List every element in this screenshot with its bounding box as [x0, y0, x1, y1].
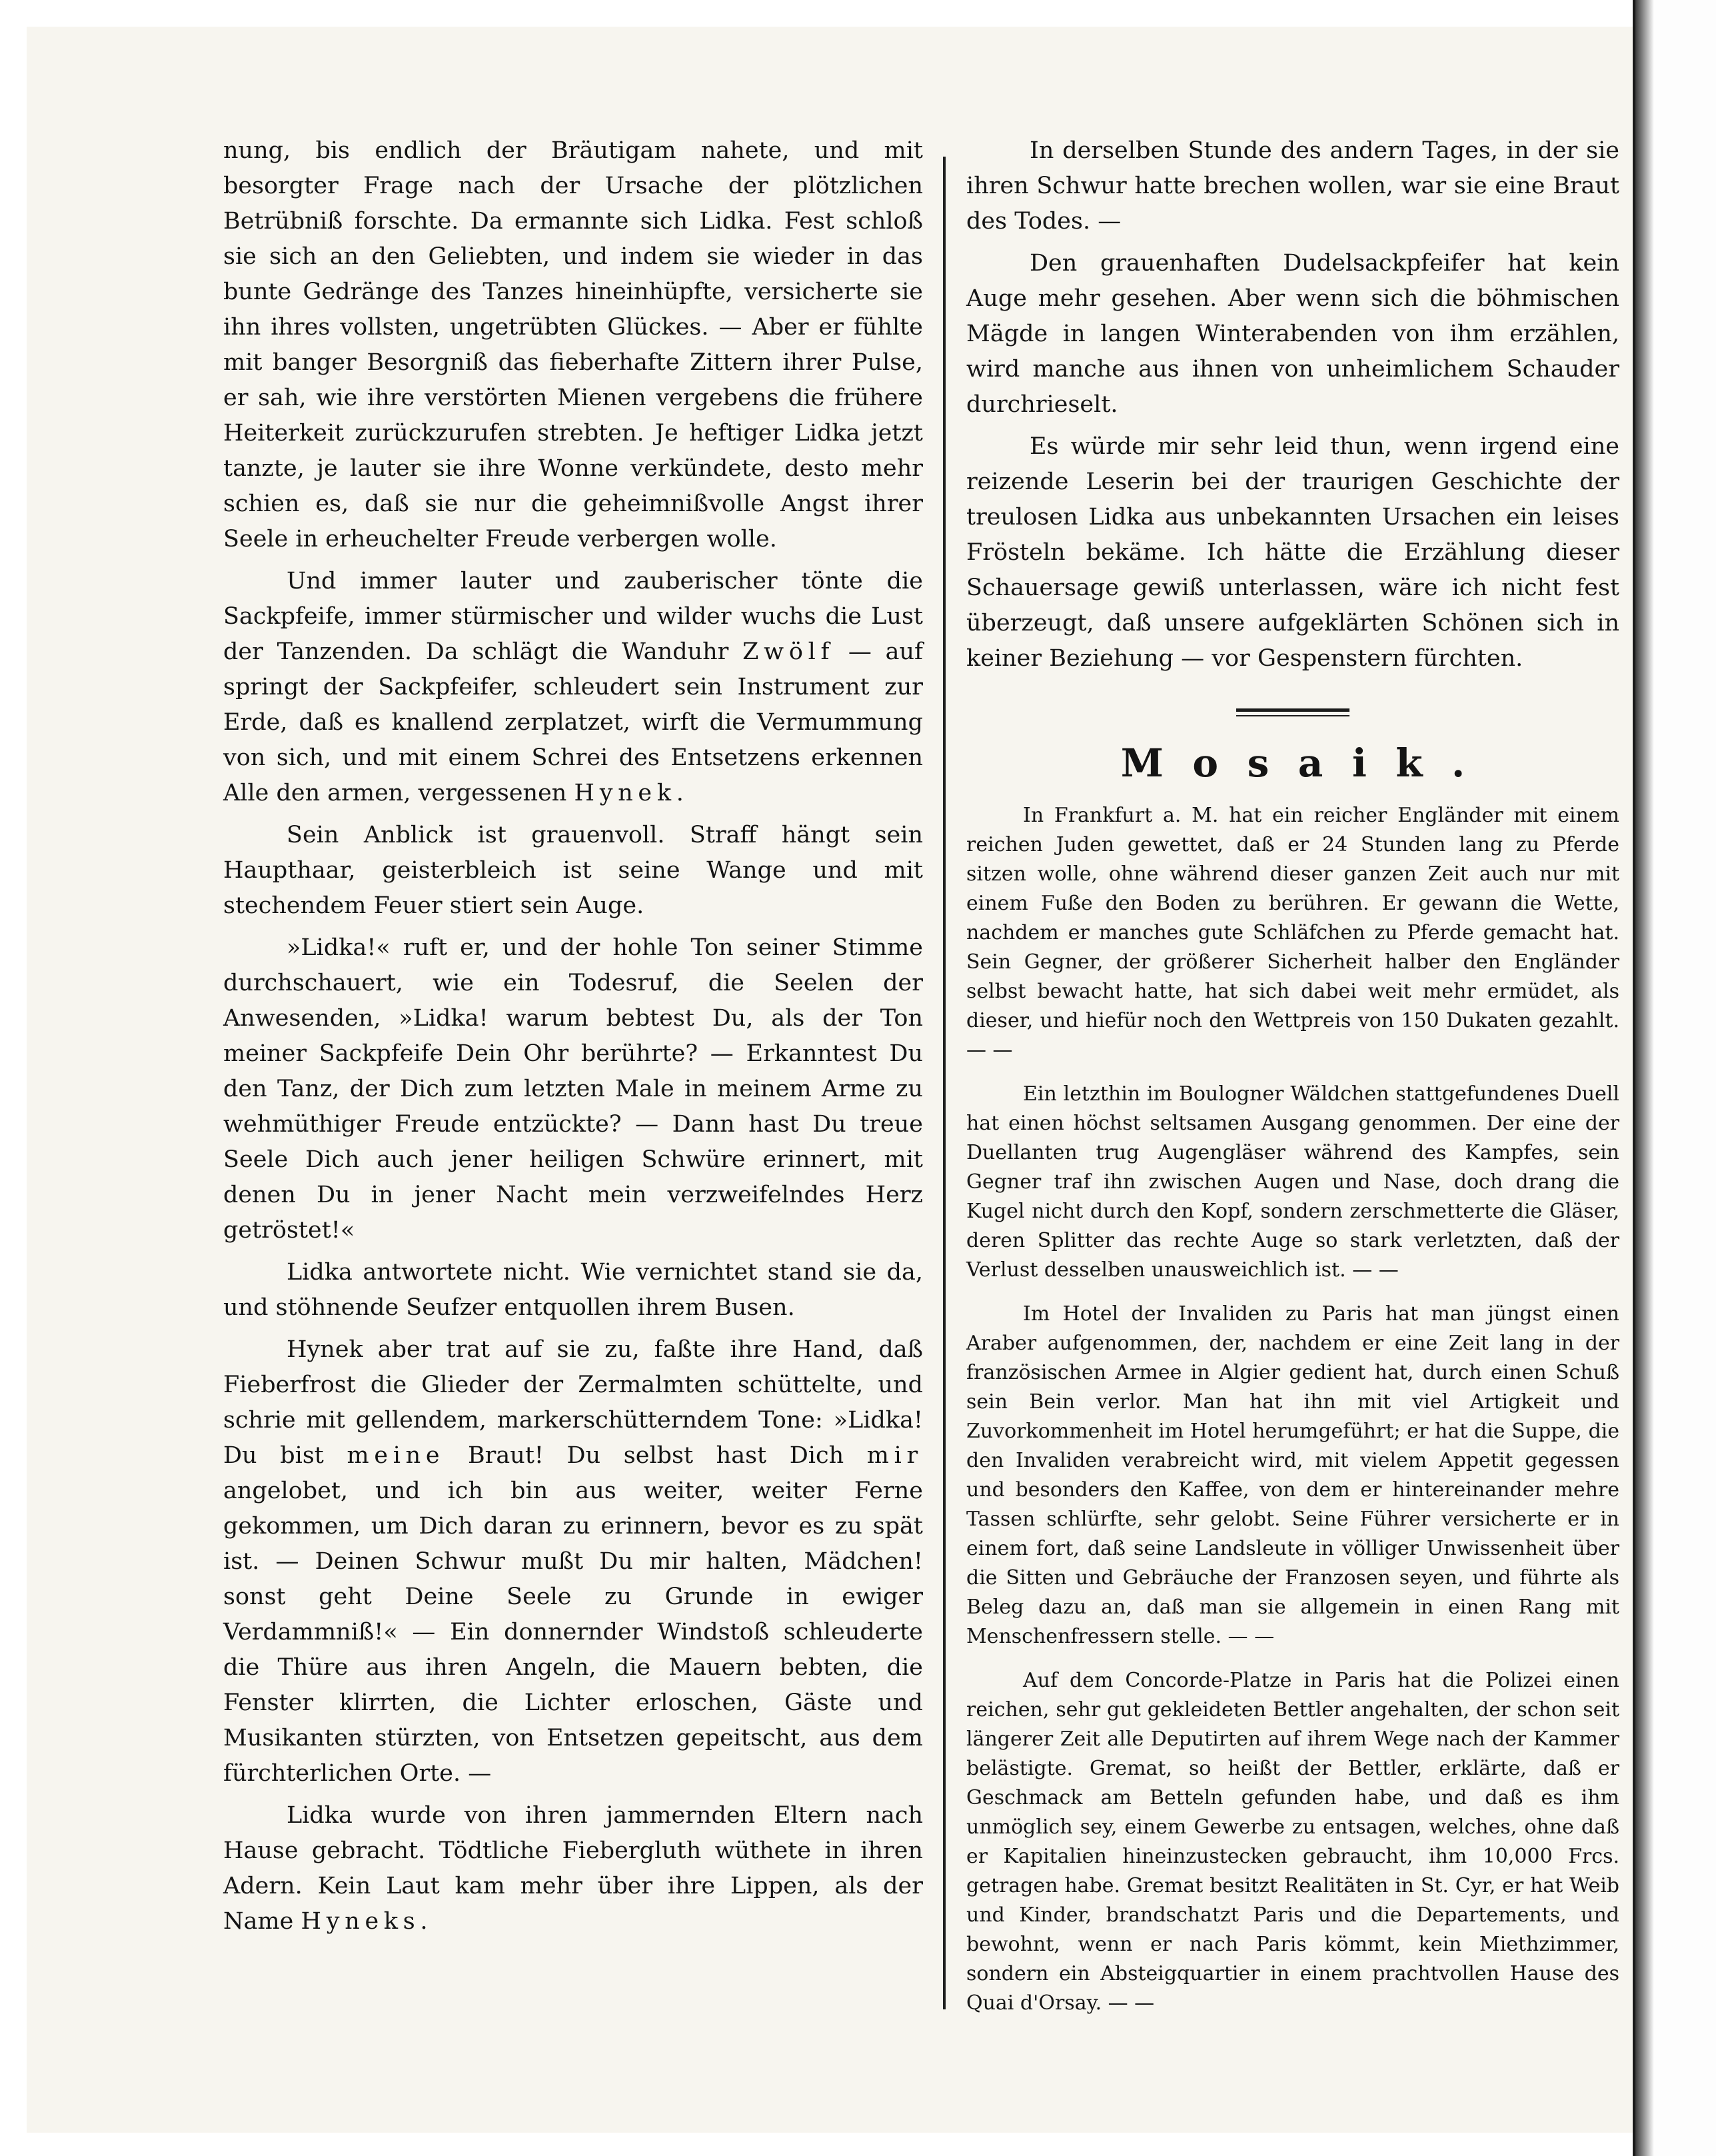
news-item: Im Hotel der Invaliden zu Paris hat man jüngst einen Araber aufgenommen, der, nachdem er eine Zeit lang in der französischen Armee in Algier gedient hat, durch einen Schuß sein Bein verlor. Man hat ihn mit viel Artigkeit und Zuvorkommenheit im Hotel herumgeführt; er hat die Suppe, die den Invaliden verabreicht wird, mit vielem Appetit gegessen und besonders den Kaffee, von dem er hintereinander mehre Tassen schlürfte, sehr gelobt. Seine Führer versicherte er in einem fort, daß seine Landsleute in völliger Unwissenheit über die Sitten und Gebräuche der Franzosen seyen, und führte als Beleg dazu an, daß man sie allgemein in einen Rang mit Menschenfressern stelle. — — [966, 1302, 1619, 1648]
spaced-word: Hyneks. [301, 1908, 433, 1935]
paragraph: Lidka wurde von ihren jammernden Eltern nach Hause gebracht. Tödtliche Fiebergluth wüthete in ihren Adern. Kein Laut kam mehr über ihre Lippen, als der Name Hyneks. [223, 1802, 923, 1935]
spaced-word: Hynek. [574, 780, 689, 806]
spaced-word: mir [866, 1442, 923, 1469]
spaced-word: meine [347, 1442, 445, 1469]
paragraph: In derselben Stunde des andern Tages, in der sie ihren Schwur hatte brechen wollen, war sie eine Braut des Todes. — [966, 137, 1619, 235]
section-rule [1236, 708, 1349, 716]
newspaper-page [27, 27, 1635, 2133]
paragraph: nung, bis endlich der Bräutigam nahete, und mit besorgter Frage nach der Ursache der plötzlichen Betrübniß forschte. Da ermannte sich Lidka. Fest schloß sie sich an den Geliebten, und indem sie wieder in das bunte Gedränge des Tanzes hineinhüpfte, versicherte sie ihn ihres vollsten, ungetrübten Glückes. — Aber er fühlte mit banger Besorgniß das fieberhafte Zittern ihrer Pulse, er sah, wie ihre verstörten Mienen vergebens die frühere Heiterkeit zurückzurufen strebten. Je heftiger Lidka jetzt tanzte, je lauter sie ihre Wonne verkündete, desto mehr schien es, daß sie nur die geheimnißvolle Angst ihrer Seele in erheuchelter Freude verbergen wolle. [223, 137, 923, 552]
paragraph: Lidka antwortete nicht. Wie vernichtet stand sie da, und stöhnende Seufzer entquollen ihrem Busen. [223, 1259, 923, 1321]
left-column [223, 133, 923, 1946]
paragraph: Hynek aber trat auf sie zu, faßte ihre Hand, daß Fieberfrost die Glieder der Zermalmten schüttelte, und schrie mit gellendem, markerschütterndem Tone: »Lidka! Du bist meine Braut! Du selbst hast Dich mir angelobet, und ich bin aus weiter, weiter Ferne gekommen, um Dich daran zu erinnern, bevor es zu spät ist. — Deinen Schwur mußt Du mir halten, Mädchen! sonst geht Deine Seele zu Grunde in ewiger Verdammniß!« — Ein donnernder Windstoß schleuderte die Thüre aus ihren Angeln, die Mauern bebten, die Fenster klirrten, die Lichter erloschen, Gäste und Musikanten stürzten, von Entsetzen gepeitscht, aus dem fürchterlichen Orte. — [223, 1336, 923, 1787]
book-spine-edge [1633, 0, 1716, 2156]
news-item: In Frankfurt a. M. hat ein reicher Engländer mit einem reichen Juden gewettet, daß er 24 Stunden lang zu Pferde sitzen wolle, ohne während dieser ganzen Zeit auch nur mit einem Fuße den Boden zu berühren. Er gewann die Wette, nachdem er manches gute Schläfchen zu Pferde gemacht hat. Sein Gegner, der größerer Sicherheit halber den Engländer selbst bewacht hatte, hat sich dabei weit mehr ermüdet, als dieser, und hiefür noch den Wettpreis von 150 Dukaten gezahlt. — — [966, 804, 1619, 1062]
paragraph: »Lidka!« ruft er, und der hohle Ton seiner Stimme durchschauert, wie ein Todesruf, die Seelen der Anwesenden, »Lidka! warum bebtest Du, als der Ton meiner Sackpfeife Dein Ohr berührte? — Erkanntest Du den Tanz, der Dich zum letzten Male in meinem Arme zu wehmüthiger Freude entzückte? — Dann hast Du treue Seele Dich auch jener heiligen Schwüre erinnert, mit denen Du in jener Nacht mein verzweifelndes Herz getröstet!« [223, 934, 923, 1244]
paragraph: Und immer lauter und zauberischer tönte die Sackpfeife, immer stürmischer und wilder wuchs die Lust der Tanzenden. Da schlägt die Wanduhr Zwölf — auf springt der Sackpfeifer, schleudert sein Instrument zur Erde, daß es knallend zerplatzet, wirft die Vermummung von sich, und mit einem Schrei des Entsetzens erkennen Alle den armen, vergessenen Hynek. [223, 568, 923, 806]
section-title: Mosaik. [1120, 740, 1494, 786]
paragraph: Es würde mir sehr leid thun, wenn irgend eine reizende Leserin bei der traurigen Geschichte der treulosen Lidka aus unbekannten Ursachen ein leises Frösteln bekäme. Ich hätte die Erzählung dieser Schauersage gewiß unterlassen, wäre ich nicht fest überzeugt, daß unsere aufgeklärten Schönen sich in keiner Beziehung — vor Gespenstern fürchten. [966, 433, 1619, 672]
spaced-word: Zwölf [742, 638, 835, 665]
mosaic-section [966, 801, 1619, 2018]
paragraph: Sein Anblick ist grauenvoll. Straff hängt sein Haupthaar, geisterbleich ist seine Wange und mit stechendem Feuer stiert sein Auge. [223, 822, 923, 919]
right-column [966, 133, 1619, 2033]
paragraph: Den grauenhaften Dudelsackpfeifer hat kein Auge mehr gesehen. Aber wenn sich die böhmischen Mägde in langen Winterabenden von ihm erzählen, wird manche aus ihnen von unheimlichem Schauder durchrieselt. [966, 250, 1619, 418]
news-item: Ein letzthin im Boulogner Wäldchen stattgefundenes Duell hat einen höchst seltsamen Ausgang genommen. Der eine der Duellanten trug Augengläser während des Kampfes, sein Gegner traf ihn zwischen Augen und Nase, doch drang die Kugel nicht durch den Kopf, sondern zerschmetterte die Gläser, deren Splitter das rechte Auge so stark verletzten, daß der Verlust desselben unausweichlich ist. — — [966, 1082, 1619, 1282]
news-item: Auf dem Concorde-Platze in Paris hat die Polizei einen reichen, sehr gut gekleideten Bettler angehalten, der schon seit längerer Zeit alle Deputirten auf ihrem Wege nach der Kammer belästigte. Gremat, so heißt der Bettler, erklärte, daß er Geschmack am Betteln gefunden habe, und daß es ihm unmöglich sey, einem Gewerbe zu entsagen, welches, ohne daß er Kapitalien hineinzustecken gebraucht, ihm 10,000 Frcs. getragen habe. Gremat besitzt Realitäten in St. Cyr, er hat Weib und Kinder, brandschatzt Paris und die Departements, und bewohnt, wenn er nach Paris kömmt, kein Miethzimmer, sondern ein Absteigquartier in einem prachtvollen Hause des Quai d'Orsay. — — [966, 1669, 1619, 2015]
column-divider [943, 157, 946, 2009]
